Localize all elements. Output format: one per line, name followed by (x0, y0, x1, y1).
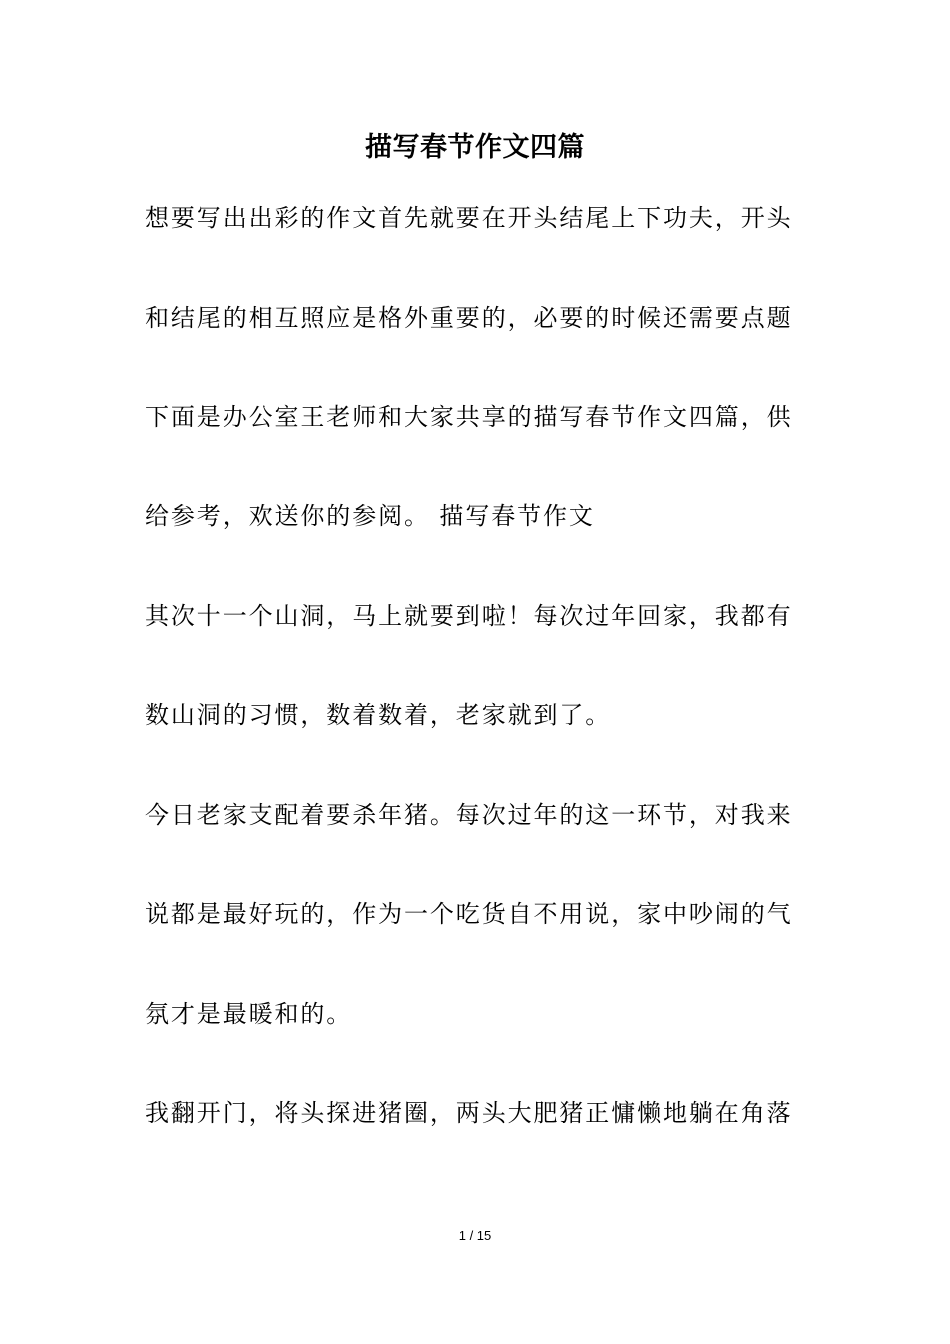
paragraph-line: 氛才是最暖和的。 (145, 1000, 353, 1028)
paragraph-line: 其次十一个山洞，马上就要到啦！每次过年回家，我都有 (145, 602, 793, 630)
paragraph-line: 想要写出出彩的作文首先就要在开头结尾上下功夫，开头 (145, 204, 793, 232)
paragraph-line: 我翻开门，将头探进猪圈，两头大肥猪正慵懒地躺在角落 (145, 1099, 793, 1127)
document-title: 描写春节作文四篇 (365, 132, 585, 163)
paragraph-line: 下面是办公室王老师和大家共享的描写春节作文四篇，供 (145, 403, 793, 431)
paragraph-line: 给参考，欢送你的参阅。 描写春节作文 (145, 502, 595, 530)
paragraph-line: 说都是最好玩的，作为一个吃货自不用说，家中吵闹的气 (145, 900, 793, 928)
paragraph-line: 今日老家支配着要杀年猪。每次过年的这一环节，对我来 (145, 801, 793, 829)
page-number: 1 / 15 (458, 1228, 492, 1243)
paragraph-line: 数山洞的习惯，数着数着，老家就到了。 (145, 701, 612, 729)
paragraph-line: 和结尾的相互照应是格外重要的，必要的时候还需要点题 (145, 304, 793, 332)
